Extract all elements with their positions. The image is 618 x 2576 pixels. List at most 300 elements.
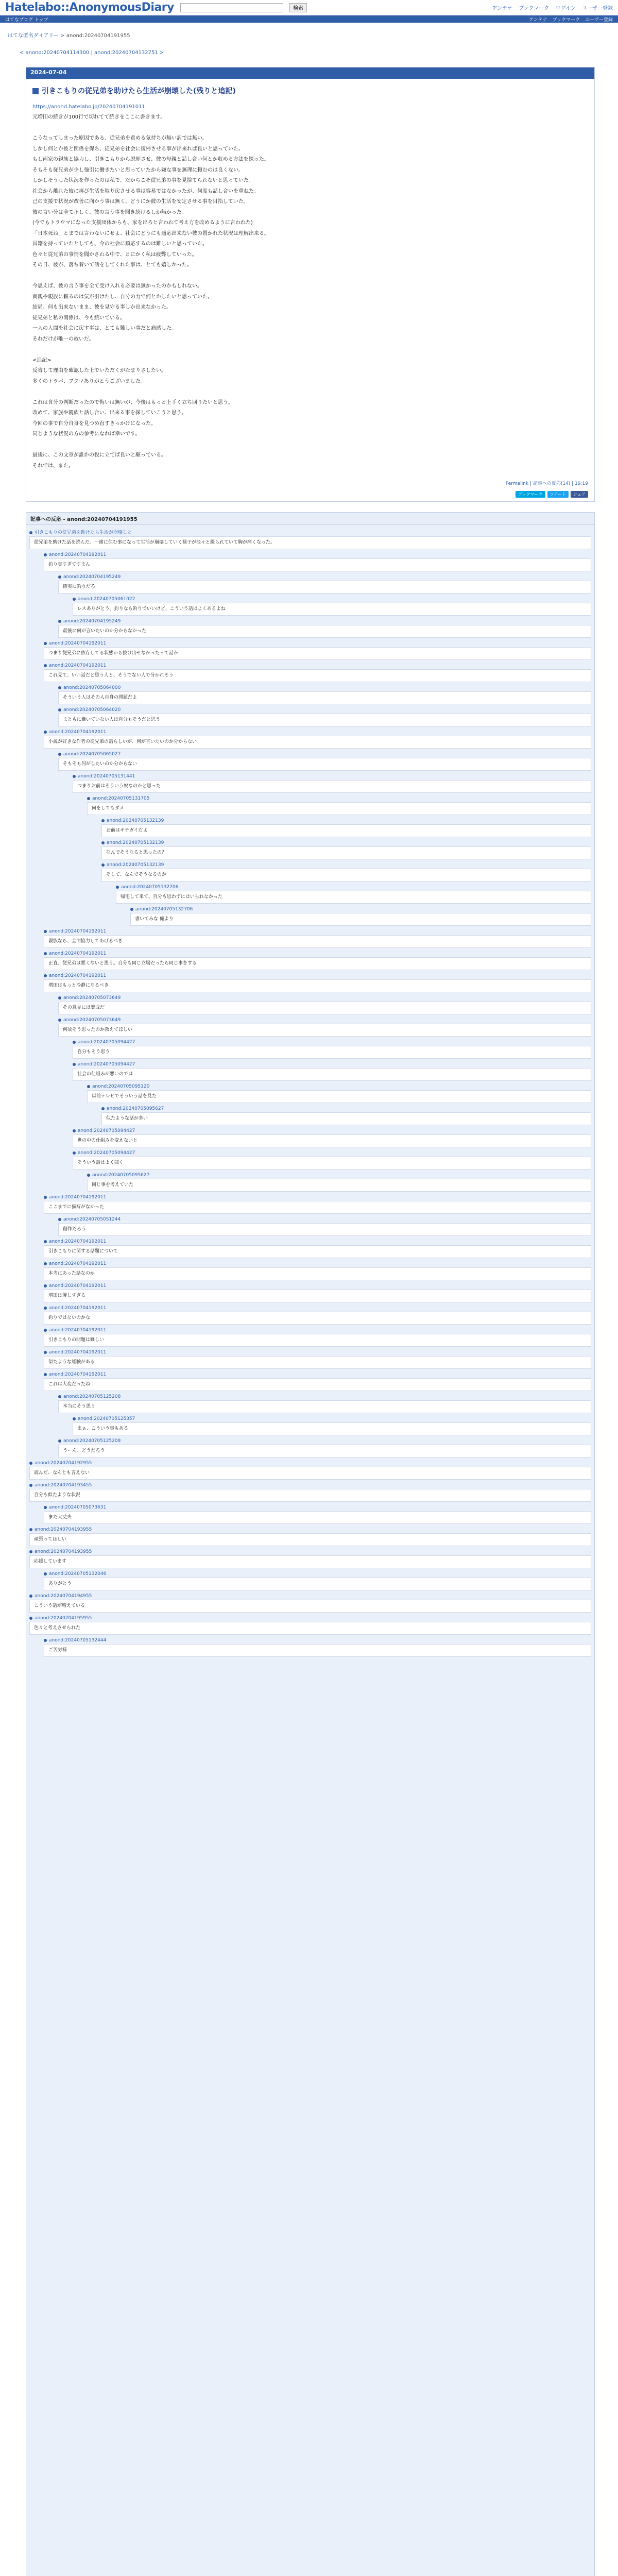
site-logo[interactable]: Hatelabo::AnonymousDiary bbox=[5, 1, 174, 14]
trackback-excerpt: 帰宅して来て、自分も思わずにはいられなかった bbox=[116, 891, 591, 904]
trackback-link-text[interactable]: anond:20240705132046 bbox=[49, 1571, 107, 1577]
trackback-tree bbox=[26, 525, 595, 2576]
trackback-link[interactable] bbox=[44, 1304, 591, 1312]
paragraph-gap bbox=[32, 440, 588, 451]
entry-line: 両親や親族に頼るのは気が引けたし、自分の力で何とかしたいと思っていた。 bbox=[32, 294, 213, 300]
trackback-link[interactable] bbox=[44, 1371, 591, 1378]
trackback-excerpt: うーん、どうだろう bbox=[58, 1445, 591, 1458]
entry-line: そもそも従兄弟が少し強引に働きたいと思っていたから嫌な事を無理に頼むのは良くない。 bbox=[32, 167, 244, 173]
trackback-item bbox=[44, 728, 591, 926]
trackback-item bbox=[73, 1061, 591, 1125]
trackback-link-text[interactable]: anond:20240705073649 bbox=[63, 995, 121, 1001]
trackback-link-text[interactable]: anond:20240705132139 bbox=[107, 818, 164, 823]
trackback-link[interactable] bbox=[58, 1437, 591, 1445]
breadcrumb-current: anond:20240704191955 bbox=[66, 33, 130, 39]
entry-line: それだけが唯一の救いだ。 bbox=[32, 336, 94, 342]
trackback-excerpt: 世の中の仕組みを変えないと bbox=[73, 1134, 591, 1147]
bookmark-link[interactable]: ブックマーク bbox=[519, 6, 550, 11]
trackback-item bbox=[29, 1460, 591, 1480]
entry-title-text[interactable]: 引きこもりの従兄弟を助けたら生活が崩壊した(残りと追記) bbox=[42, 87, 236, 95]
trackback-item bbox=[101, 817, 591, 837]
paragraph-gap bbox=[32, 123, 588, 134]
trackback-link[interactable] bbox=[44, 1349, 591, 1356]
bullet-icon bbox=[87, 1085, 90, 1088]
trackback-link-text[interactable]: 引きこもりの従兄弟を助けたら生活が崩壊した bbox=[35, 530, 132, 535]
trackback-item bbox=[87, 1083, 591, 1125]
trackback-excerpt: 本当にあった話なのか bbox=[44, 1267, 591, 1280]
header-links bbox=[492, 4, 613, 11]
trackback-link[interactable] bbox=[73, 1415, 591, 1422]
trackback-children bbox=[73, 596, 591, 616]
diary-nav bbox=[0, 41, 618, 56]
trackback-children bbox=[44, 1570, 591, 1590]
entry-line: 「日本死ね」とまでは言わないにせよ、社会にどうにも適応出来ない彼の置かれた状況は理解出来る。 bbox=[32, 230, 269, 236]
trackback-excerpt: 何故そう思ったのか教えてほしい bbox=[58, 1024, 591, 1037]
trackback-children bbox=[87, 795, 591, 926]
bullet-icon bbox=[44, 974, 47, 977]
bar-bookmark-link[interactable]: ブックマーク bbox=[552, 17, 580, 23]
trackback-item bbox=[58, 684, 591, 704]
trackback-link-text[interactable]: anond:20240705132706 bbox=[121, 885, 179, 890]
trackback-link-text[interactable]: anond:20240705125208 bbox=[63, 1438, 121, 1444]
trackback-children bbox=[44, 1504, 591, 1524]
bullet-icon bbox=[101, 841, 105, 844]
trackback-item bbox=[58, 994, 591, 1014]
trackback-excerpt: まぁ、こういう事もある bbox=[73, 1422, 591, 1435]
trackback-link-text[interactable]: anond:20240705132444 bbox=[49, 1638, 107, 1643]
title-square-icon bbox=[32, 88, 39, 94]
trackback-link-text[interactable]: anond:20240704192955 bbox=[35, 1461, 92, 1466]
trackback-excerpt: なんでそうなると思ったの？ bbox=[101, 846, 591, 859]
trackback-excerpt: まだ大丈夫 bbox=[44, 1511, 591, 1524]
trackback-item bbox=[73, 773, 591, 926]
trackback-link-text[interactable]: anond:20240705073649 bbox=[63, 1018, 121, 1023]
trackback-link-text[interactable]: anond:20240704192011 bbox=[49, 663, 107, 668]
entry-line: 彼の言い分は全て正しく、彼の言う事を聞き続けるしか無かった。 bbox=[32, 209, 187, 215]
trackback-item bbox=[73, 596, 591, 616]
trackback-link[interactable] bbox=[44, 1637, 591, 1644]
trackback-link-text[interactable]: anond:20240705125357 bbox=[78, 1416, 135, 1421]
trackback-header: 記事への反応 - anond:20240704191955 bbox=[26, 512, 595, 525]
bullet-icon bbox=[58, 708, 61, 711]
trackback-link[interactable] bbox=[44, 1570, 591, 1578]
bullet-icon bbox=[58, 575, 61, 579]
trackback-excerpt: 最後に何が言いたいのか分からなかった bbox=[58, 625, 591, 638]
bullet-icon bbox=[44, 1240, 47, 1243]
trackback-link-text[interactable]: anond:20240704192011 bbox=[49, 929, 107, 934]
trackback-children bbox=[87, 1172, 591, 1192]
bullet-icon bbox=[87, 797, 90, 800]
trackback-link[interactable] bbox=[44, 551, 591, 558]
trackback-item bbox=[58, 706, 591, 726]
hatena-bar bbox=[0, 15, 618, 23]
trackback-link-text[interactable]: anond:20240705051244 bbox=[63, 1217, 121, 1222]
paragraph-gap bbox=[32, 345, 588, 355]
trackback-children bbox=[58, 573, 591, 638]
bullet-icon bbox=[44, 1284, 47, 1287]
paragraph-gap bbox=[32, 387, 588, 398]
trackback-link[interactable] bbox=[44, 640, 591, 647]
trackback-link-text[interactable]: anond:20240704192011 bbox=[49, 1261, 107, 1266]
trackback-link-text[interactable]: anond:20240705094427 bbox=[78, 1040, 135, 1045]
trackback-children bbox=[116, 884, 591, 926]
trackback-link[interactable] bbox=[44, 928, 591, 935]
trackback-link-text[interactable]: anond:20240704195249 bbox=[63, 574, 121, 580]
bullet-icon bbox=[73, 1129, 76, 1132]
trackback-item bbox=[58, 751, 591, 926]
bullet-icon bbox=[44, 664, 47, 667]
trackback-link-text[interactable]: anond:20240705095120 bbox=[92, 1084, 150, 1089]
trackback-link-text[interactable]: anond:20240704195249 bbox=[63, 619, 121, 624]
bullet-icon bbox=[44, 1329, 47, 1332]
trackback-item bbox=[29, 1548, 591, 1590]
entry-line: <追記> bbox=[32, 357, 52, 363]
trackback-item bbox=[101, 839, 591, 859]
bullet-icon bbox=[58, 1019, 61, 1022]
trackback-link[interactable] bbox=[58, 994, 591, 1002]
trackback-link[interactable] bbox=[29, 1548, 591, 1555]
trackback-link[interactable] bbox=[44, 662, 591, 669]
trackback-link-text[interactable]: anond:20240704192011 bbox=[49, 1283, 107, 1289]
trackback-link-text[interactable]: anond:20240705132706 bbox=[135, 907, 193, 912]
entry-line: 一人の人間を社会に戻す事は、とても難しい事だと痛感した。 bbox=[32, 326, 177, 331]
trackback-link[interactable] bbox=[58, 706, 591, 714]
trackback-link-text[interactable]: anond:20240705094427 bbox=[78, 1062, 135, 1067]
trackback-link-text[interactable]: anond:20240704193955 bbox=[35, 1527, 92, 1532]
trackback-link[interactable] bbox=[58, 618, 591, 625]
entry-line: 従兄弟と私の関係は、今も続いている。 bbox=[32, 315, 125, 321]
entry-line: 国籍を持っていたとしても、今の社会に順応するのは難しいと思っていた。 bbox=[32, 241, 208, 247]
bullet-icon bbox=[58, 753, 61, 756]
trackback-item bbox=[73, 1415, 591, 1435]
trackback-excerpt: 増田は優しすぎる bbox=[44, 1290, 591, 1302]
entry-source-link[interactable]: https://anond.hatelabo.jp/20240704191011 bbox=[32, 104, 145, 110]
trackback-link-text[interactable]: anond:20240705094427 bbox=[78, 1150, 135, 1156]
trackback-item bbox=[101, 861, 591, 926]
trackback-link[interactable] bbox=[44, 1260, 591, 1267]
trackback-link[interactable] bbox=[44, 1238, 591, 1245]
trackback-link[interactable] bbox=[29, 1526, 591, 1533]
bullet-icon bbox=[44, 1196, 47, 1199]
entry-line: 今回の事で自分自身を見つめ直すきっかけになった。 bbox=[32, 420, 156, 427]
breadcrumb-parent[interactable]: はてな匿名ダイアリー bbox=[8, 33, 59, 39]
bullet-icon bbox=[44, 1262, 47, 1265]
entry-line: 元増田の続きが100行で切れてて続きをここに書きます。 bbox=[32, 114, 166, 120]
trackback-link-text[interactable]: anond:20240705064020 bbox=[63, 707, 121, 713]
trackback-link-text[interactable]: anond:20240704192011 bbox=[49, 1328, 107, 1333]
bullet-icon bbox=[73, 1417, 76, 1420]
trackback-children bbox=[58, 994, 591, 1192]
trackback-item bbox=[44, 1260, 591, 1280]
entry-permalink[interactable]: Permalink | 記事への反応(14) | 19:19 bbox=[505, 481, 588, 486]
trackback-item bbox=[29, 1592, 591, 1613]
trackback-link-text[interactable]: anond:20240705065027 bbox=[63, 752, 121, 757]
trackback-link-text[interactable]: anond:20240704192011 bbox=[49, 1195, 107, 1200]
trackback-link-text[interactable]: anond:20240705132139 bbox=[107, 862, 164, 868]
trackback-excerpt: 小説が好きな作者の従兄弟の話らしいが、何が言いたいのか分からない bbox=[44, 736, 591, 749]
trackback-excerpt: 頑張ってほしい bbox=[29, 1533, 591, 1546]
bullet-icon bbox=[73, 1041, 76, 1044]
trackback-excerpt: 自分も似たような状況 bbox=[29, 1489, 591, 1502]
trackback-item bbox=[44, 1570, 591, 1590]
trackback-item bbox=[44, 640, 591, 660]
paragraph-gap bbox=[32, 271, 588, 282]
trackback-item bbox=[29, 529, 591, 1458]
trackback-item bbox=[73, 1039, 591, 1059]
trackback-excerpt: 従兄弟を助けた話を読んだ。一緒に住む事になって生活が崩壊していく様子が淡々と綴られていて胸が痛くなった。 bbox=[29, 536, 591, 549]
trackback-link-text[interactable]: anond:20240704192011 bbox=[49, 951, 107, 956]
entry-line: 改めて、家族や親族と話し合い、出来る事を探していこうと思う。 bbox=[32, 410, 187, 416]
trackback-item bbox=[58, 1393, 591, 1435]
trackback-link[interactable] bbox=[44, 1327, 591, 1334]
trackback-link-text[interactable]: anond:20240704192011 bbox=[49, 730, 107, 735]
trackback-link[interactable] bbox=[87, 795, 591, 802]
trackback-excerpt: 色々と考えさせられた bbox=[29, 1622, 591, 1635]
trackback-link-text[interactable]: anond:20240705132139 bbox=[107, 840, 164, 845]
trackback-excerpt: 正直、従兄弟は悪くないと思う。自分も同じ立場だったら同じ事をする bbox=[44, 957, 591, 970]
trackback-excerpt: 確実に釣りだろ bbox=[58, 581, 591, 594]
trackback-excerpt: つまりお前はそういう奴なのかと思った bbox=[73, 780, 591, 793]
entry-line: もし両家の親族と協力し、引きこもりから脱却させ、彼の母親と話し合い何とか収める方法を探った。 bbox=[32, 157, 269, 162]
bullet-icon bbox=[29, 1528, 32, 1531]
trackback-link-text[interactable]: anond:20240705125208 bbox=[63, 1394, 121, 1399]
trackback-link-text[interactable]: anond:20240705064000 bbox=[63, 685, 121, 690]
trackback-item bbox=[44, 662, 591, 726]
trackback-link-text[interactable]: anond:20240704193955 bbox=[35, 1549, 92, 1554]
trackback-item bbox=[87, 795, 591, 926]
entry-title bbox=[32, 86, 588, 97]
entry-line: これは自分の判断だったので悔いは無いが、今後はもっと上手く立ち回りたいと思う。 bbox=[32, 399, 233, 405]
login-link[interactable]: ログイン bbox=[555, 6, 576, 11]
trackback-link[interactable] bbox=[73, 596, 591, 603]
trackback-link[interactable] bbox=[44, 1282, 591, 1290]
entry-line: 同じような状況の方の参考になれば幸いです。 bbox=[32, 431, 141, 437]
bullet-icon bbox=[29, 531, 32, 534]
trackback-children bbox=[87, 1083, 591, 1125]
bullet-icon bbox=[73, 1151, 76, 1155]
trackback-children bbox=[73, 773, 591, 926]
trackback-children bbox=[58, 751, 591, 926]
trackback-item bbox=[44, 1504, 591, 1524]
entry-line: こうなってしまった原因である、従兄弟を責める気持ちが無い訳では無い。 bbox=[32, 135, 208, 141]
trackback-item bbox=[44, 551, 591, 638]
register-link[interactable]: ユーザー登録 bbox=[582, 6, 613, 11]
trackback-item bbox=[58, 1216, 591, 1236]
trackback-excerpt: 親族なら、全面協力してあげるべき bbox=[44, 935, 591, 948]
bullet-icon bbox=[58, 996, 61, 999]
bar-home-link[interactable]: はてなブログ トップ bbox=[5, 17, 48, 23]
trackback-excerpt: 増田はもっと冷静になるべき bbox=[44, 979, 591, 992]
trackback-link-text[interactable]: anond:20240705131705 bbox=[92, 796, 150, 801]
trackback-link-text[interactable]: anond:20240705095627 bbox=[92, 1173, 150, 1178]
trackback-item bbox=[73, 1127, 591, 1147]
trackback-link-text[interactable]: anond:20240704192011 bbox=[49, 973, 107, 978]
trackback-excerpt: お前はキチガイだよ bbox=[101, 824, 591, 837]
trackback-item bbox=[58, 618, 591, 638]
trackback-item bbox=[44, 1349, 591, 1369]
top-header bbox=[0, 0, 618, 15]
trackback-item bbox=[44, 928, 591, 948]
share-buttons bbox=[516, 491, 588, 498]
trackback-link[interactable] bbox=[29, 1615, 591, 1622]
trackback-link[interactable] bbox=[73, 1061, 591, 1068]
bullet-icon bbox=[116, 886, 119, 889]
bookmark-button[interactable]: ブックマーク bbox=[516, 491, 545, 498]
trackback-children bbox=[73, 1039, 591, 1192]
trackback-excerpt: そういう話はよく聞く bbox=[73, 1157, 591, 1170]
entry-line: 反省して理由を確認した上でいただくがたまりさしたい。 bbox=[32, 368, 166, 374]
trackback-item bbox=[44, 972, 591, 1192]
trackback-link[interactable] bbox=[116, 884, 591, 891]
trackback-item bbox=[44, 1371, 591, 1458]
bullet-icon bbox=[58, 686, 61, 689]
trackback-link[interactable] bbox=[87, 1172, 591, 1179]
entry-line: 結局、何も出来ないまま、彼を見守る事しか出来なかった。 bbox=[32, 304, 171, 310]
trackback-item bbox=[44, 1238, 591, 1258]
trackback-link-text[interactable]: anond:20240704192011 bbox=[49, 641, 107, 646]
trackback-item bbox=[44, 1282, 591, 1302]
trackback-link-text[interactable]: anond:20240704195955 bbox=[35, 1616, 92, 1621]
entry-line: 色々と従兄弟の事情を聞かされる中で、とにかく私は疲弊していった。 bbox=[32, 251, 197, 258]
trackback-children bbox=[44, 1637, 591, 1657]
trackback-excerpt: ありがとう bbox=[44, 1578, 591, 1590]
trackback-link[interactable] bbox=[44, 1504, 591, 1511]
bar-antenna-link[interactable]: アンテナ bbox=[528, 17, 547, 23]
entry-line: (今でもトラウマになった支援団体からも、家を出ろと言われて考え方を改めるように言われた) bbox=[32, 220, 253, 226]
bullet-icon bbox=[58, 620, 61, 623]
bullet-icon bbox=[29, 1617, 32, 1620]
trackback-link[interactable] bbox=[58, 1216, 591, 1223]
bullet-icon bbox=[44, 553, 47, 556]
trackback-link-text[interactable]: anond:20240704192011 bbox=[49, 552, 107, 557]
entry-line: しかし何とか彼と関係を保ち、従兄弟を社会に復帰させる事が出来れば良いと思っていた。 bbox=[32, 146, 244, 152]
trackback-item bbox=[116, 884, 591, 926]
trackback-link[interactable] bbox=[58, 1016, 591, 1024]
trackback-excerpt: 何をしてもダメ bbox=[87, 802, 591, 815]
trackback-link-text[interactable]: anond:20240704194955 bbox=[35, 1594, 92, 1599]
trackback-link[interactable] bbox=[73, 773, 591, 780]
trackback-link[interactable] bbox=[44, 972, 591, 979]
bullet-icon bbox=[101, 819, 105, 822]
bullet-icon bbox=[44, 1506, 47, 1509]
trackback-excerpt: ご苦労様 bbox=[44, 1644, 591, 1657]
bullet-icon bbox=[44, 1351, 47, 1354]
bullet-icon bbox=[29, 1462, 32, 1465]
search-input[interactable] bbox=[180, 3, 283, 12]
trackback-excerpt: 引きこもりの問題は難しい bbox=[44, 1334, 591, 1347]
trackback-link-text[interactable]: anond:20240704192011 bbox=[49, 1372, 107, 1377]
trackback-excerpt: ここまでに描写がなかった bbox=[44, 1201, 591, 1214]
trackback-link-text[interactable]: anond:20240705073631 bbox=[49, 1505, 107, 1510]
trackback-item bbox=[29, 1482, 591, 1524]
trackback-link-text[interactable]: anond:20240704192011 bbox=[49, 1350, 107, 1355]
trackback-item bbox=[29, 1526, 591, 1546]
bullet-icon bbox=[101, 863, 105, 867]
entry-line: しかしそうした状況を作ったのは私で、だからこそ従兄弟の事を見捨てられないと思っていた。 bbox=[32, 178, 254, 183]
share-button[interactable]: シェア bbox=[571, 491, 588, 498]
trackback-excerpt: そういう人はその人自身の問題だよ bbox=[58, 691, 591, 704]
trackback-link[interactable] bbox=[44, 1194, 591, 1201]
trackback-excerpt: 自分もそう思う bbox=[73, 1046, 591, 1059]
trackback-excerpt: これは大変だったね bbox=[44, 1378, 591, 1391]
search-button[interactable]: 検索 bbox=[289, 3, 307, 12]
trackback-link[interactable] bbox=[101, 817, 591, 824]
trackback-link[interactable] bbox=[29, 1592, 591, 1600]
trackback-link-text[interactable]: anond:20240705094427 bbox=[78, 1128, 135, 1133]
trackback-link[interactable] bbox=[58, 751, 591, 758]
trackback-excerpt: 社会の仕組みが悪いのでは bbox=[73, 1068, 591, 1081]
trackback-link[interactable] bbox=[87, 1083, 591, 1090]
trackback-item bbox=[58, 573, 591, 616]
trackback-item bbox=[44, 1194, 591, 1236]
bullet-icon bbox=[44, 1572, 47, 1575]
tweet-button[interactable]: ツイート bbox=[547, 491, 569, 498]
bullet-icon bbox=[130, 908, 133, 911]
bullet-icon bbox=[58, 1395, 61, 1398]
trackback-excerpt: そして、なんでそうなるのか bbox=[101, 869, 591, 882]
trackback-excerpt: 似たような話が多い bbox=[101, 1112, 591, 1125]
trackback-link-text[interactable]: anond:20240704192011 bbox=[49, 1239, 107, 1244]
entry-line: その日、彼が、落ち着いて話をしてくれた事は、とても嬉しかった。 bbox=[32, 262, 192, 268]
trackback-link-text[interactable]: anond:20240704193455 bbox=[35, 1483, 92, 1488]
trackback-link-text[interactable]: anond:20240705131441 bbox=[78, 774, 135, 779]
trackback-link-text[interactable]: anond:20240705095627 bbox=[107, 1106, 164, 1111]
next-entry-link[interactable]: anond:20240704132751 > bbox=[94, 50, 164, 56]
trackback-excerpt: 本当にそう思う bbox=[58, 1400, 591, 1413]
bullet-icon bbox=[44, 731, 47, 734]
trackback-item bbox=[44, 950, 591, 970]
trackback-children bbox=[44, 551, 591, 1458]
trackback-link[interactable] bbox=[101, 861, 591, 869]
trackback-link[interactable] bbox=[58, 1393, 591, 1400]
trackback-link[interactable] bbox=[44, 950, 591, 957]
trackback-item bbox=[87, 1172, 591, 1192]
trackback-link[interactable] bbox=[29, 529, 591, 536]
trackback-link[interactable] bbox=[101, 1105, 591, 1112]
trackback-children bbox=[73, 1415, 591, 1435]
bullet-icon bbox=[44, 1373, 47, 1376]
prev-entry-link[interactable]: < anond:20240704114300 bbox=[20, 50, 90, 56]
entry-paragraphs bbox=[32, 112, 588, 471]
trackback-link[interactable] bbox=[58, 573, 591, 581]
trackback-link[interactable] bbox=[73, 1149, 591, 1157]
trackback-excerpt: 似たような経験がある bbox=[44, 1356, 591, 1369]
trackback-excerpt: レスありがとう。釣りなら釣りでいいけど、こういう話はよくあるよね bbox=[73, 603, 591, 616]
bullet-icon bbox=[73, 775, 76, 778]
trackback-link[interactable] bbox=[29, 1482, 591, 1489]
trackback-link[interactable] bbox=[44, 728, 591, 736]
trackback-link[interactable] bbox=[58, 684, 591, 691]
trackback-item bbox=[44, 1637, 591, 1657]
trackback-link[interactable] bbox=[29, 1460, 591, 1467]
trackback-link[interactable] bbox=[73, 1039, 591, 1046]
trackback-link[interactable] bbox=[101, 839, 591, 846]
trackback-link-text[interactable]: anond:20240705061022 bbox=[78, 597, 135, 602]
bullet-icon bbox=[29, 1550, 32, 1553]
trackback-link[interactable] bbox=[73, 1127, 591, 1134]
trackback-link[interactable] bbox=[130, 906, 591, 913]
bullet-icon bbox=[44, 642, 47, 645]
trackback-children bbox=[101, 1105, 591, 1125]
bar-register-link[interactable]: ユーザー登録 bbox=[585, 17, 613, 23]
bullet-icon bbox=[44, 1307, 47, 1310]
bullet-icon bbox=[44, 1639, 47, 1642]
trackback-excerpt: その意見には賛成だ bbox=[58, 1002, 591, 1014]
antenna-link[interactable]: アンテナ bbox=[492, 6, 513, 11]
entry-footer bbox=[26, 477, 594, 501]
trackback-item bbox=[29, 1615, 591, 1657]
trackback-link-text[interactable]: anond:20240704192011 bbox=[49, 1306, 107, 1311]
